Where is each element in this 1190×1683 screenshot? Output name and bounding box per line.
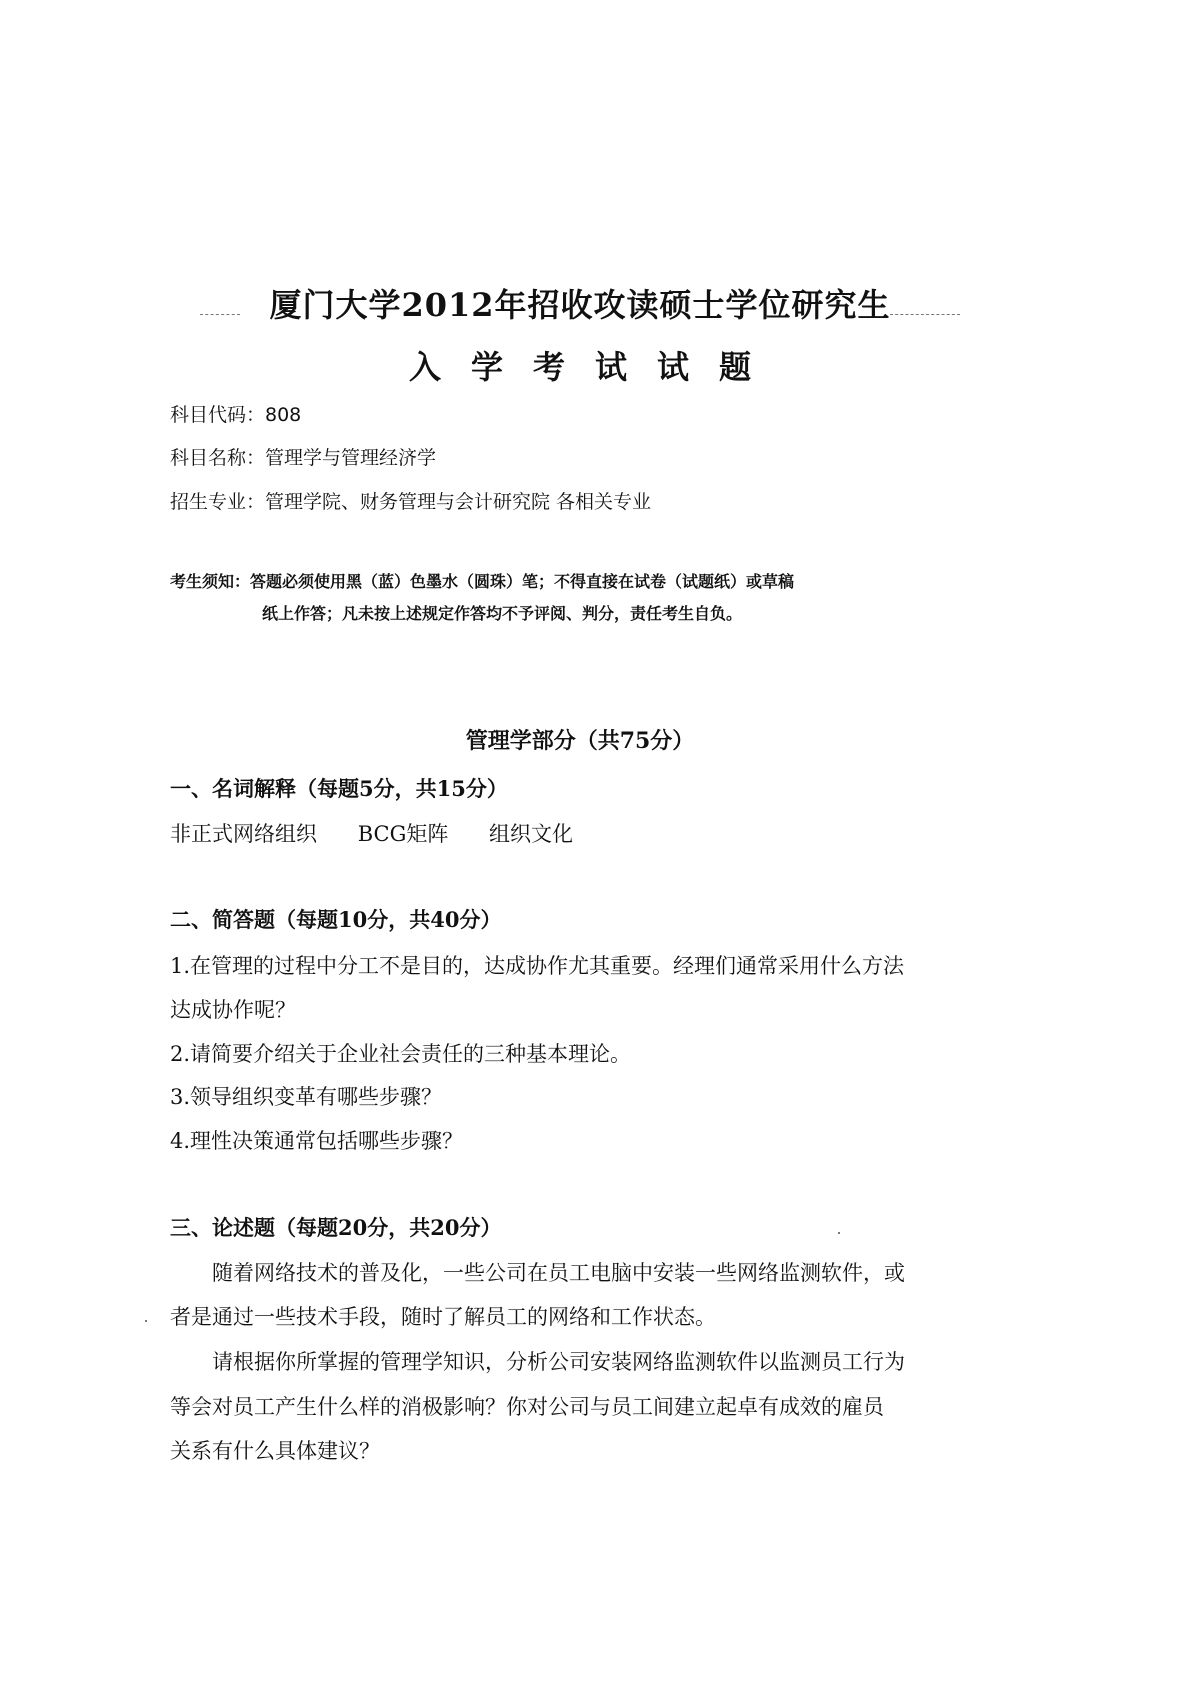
exam-subtitle: 入学考试试题 [408, 348, 781, 386]
section3-heading: 三、论述题（每题20分，共20分） [170, 1215, 502, 1240]
enrollment-majors: 招生专业：管理学院、财务管理与会计研究院 各相关专业 [170, 491, 652, 513]
part-title: 管理学部分（共75分） [465, 728, 695, 754]
question-1-line-2: 达成协作呢？ [170, 998, 296, 1022]
notice-line-1: 考生须知：答题必须使用黑（蓝）色墨水（圆珠）笔；不得直接在试卷（试题纸）或草稿 [170, 572, 795, 591]
term-item: 非正式网络组织 [170, 822, 317, 846]
essay-paragraph-1-line-2: 者是通过一些技术手段，随时了解员工的网络和工作状态。 [170, 1305, 716, 1329]
question-2: 2.请简要介绍关于企业社会责任的三种基本理论。 [170, 1042, 632, 1066]
exam-notice [170, 566, 960, 630]
notice-line-2: 纸上作答；凡未按上述规定作答均不予评阅、判分，责任考生自负。 [262, 604, 743, 623]
essay-paragraph-2-line-2: 等会对员工产生什么样的消极影响？你对公司与员工间建立起卓有成效的雇员 [170, 1395, 884, 1419]
exam-title-line [200, 280, 960, 328]
exam-title: 厦门大学2012年招收攻读硕士学位研究生 [269, 286, 891, 324]
essay-paragraph-1-line-1: 随着网络技术的普及化，一些公司在员工电脑中安装一些网络监测软件，或 [212, 1261, 905, 1285]
scan-speck [145, 1320, 147, 1322]
term-item: BCG矩阵 [357, 822, 449, 846]
essay-paragraph-2-line-3: 关系有什么具体建议？ [170, 1439, 380, 1463]
section1-heading: 一、名词解释（每题5分，共15分） [170, 776, 508, 801]
section2-heading: 二、简答题（每题10分，共40分） [170, 907, 502, 932]
subject-code: 科目代码：808 [170, 404, 302, 426]
question-1-line-1: 1.在管理的过程中分工不是目的，达成协作尤其重要。经理们通常采用什么方法 [170, 954, 905, 978]
subject-name: 科目名称：管理学与管理经济学 [170, 447, 437, 469]
essay-paragraph-2-line-1: 请根据你所掌握的管理学知识，分析公司安装网络监测软件以监测员工行为 [212, 1350, 905, 1374]
question-3: 3.领导组织变革有哪些步骤？ [170, 1085, 443, 1109]
question-4: 4.理性决策通常包括哪些步骤？ [170, 1129, 464, 1153]
term-item: 组织文化 [489, 822, 574, 846]
scan-speck [838, 1232, 840, 1234]
term-list [170, 818, 607, 848]
title-dash-right [890, 314, 960, 315]
